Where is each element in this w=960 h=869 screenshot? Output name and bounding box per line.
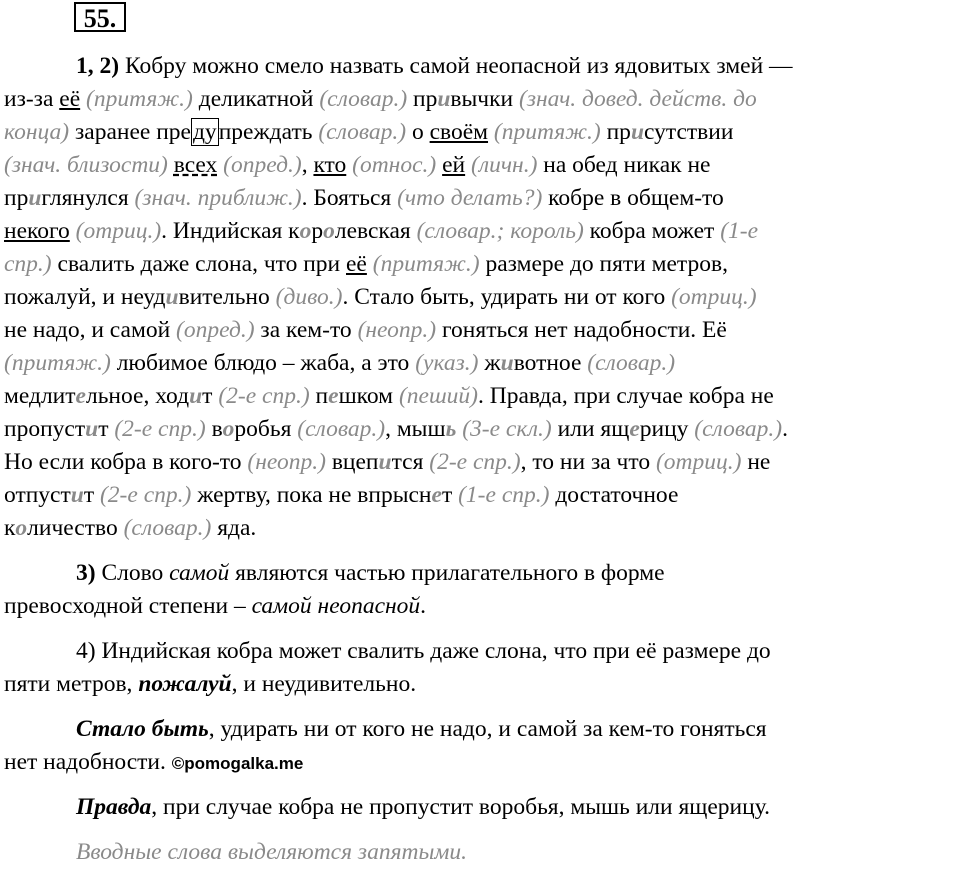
text-run: к [4,515,16,541]
text-run: вцеп [325,449,379,475]
highlighted-letter: и [189,383,203,409]
grammar-note: (отриц.) [671,284,757,310]
text-line [4,248,956,281]
text-line [4,182,956,215]
paragraph-pravda [4,791,956,824]
text-run: пр [4,185,29,211]
main-paragraph [4,50,956,545]
text-run: заранее пре [69,119,191,145]
footer-note: Вводные слова выделяются запятыми. [76,839,468,865]
text-line [4,479,956,512]
grammar-note: (притяж.) [372,251,480,277]
bold-italic-run: Правда [76,794,152,820]
text-run: . Индийская к [161,218,300,244]
highlighted-letter: е [328,383,339,409]
text-run: 4) Индийская кобра может свалить даже слона, что при её размере до [76,638,771,664]
text-run: на обед никак не [537,152,711,178]
text-run: не [741,449,771,475]
text-run: вительно [178,284,276,310]
text-run: . [420,593,427,619]
grammar-note: (неопр.) [247,449,326,475]
grammar-note: (словар.) [587,350,676,376]
bold-run: 3) [76,560,96,586]
text-run: пр [600,119,631,145]
text-run: р [311,218,324,244]
text-run: деликатной [192,86,320,112]
text-run: . [782,416,788,442]
text-run: кобре в общем-то [542,185,724,211]
text-line [4,413,956,446]
grammar-note: (словар.) [297,416,386,442]
watermark-text: ©pomogalka.me [171,754,304,773]
text-run: шком [338,383,399,409]
text-run: достаточное [549,482,679,508]
text-run: льное, ход [85,383,190,409]
text-run: , то ни за что [520,449,656,475]
text-line [4,380,956,413]
grammar-note: (притяж.) [493,119,601,145]
grammar-note: (1-е [720,218,759,244]
text-run: ж [478,350,501,376]
exercise-text [4,50,956,869]
text-run: за кем-то [254,317,358,343]
highlighted-letter: и [437,86,451,112]
text-run: жертву, пока не впрысн [191,482,432,508]
text-run: рицу [639,416,695,442]
grammar-note: (2-е спр.) [114,416,206,442]
text-run: пропуст [4,416,86,442]
text-line [4,512,956,545]
grammar-note: (знач. приближ.) [134,185,302,211]
text-run: т [98,416,115,442]
text-run: пожалуй, и неуд [4,284,166,310]
grammar-note: (указ.) [415,350,479,376]
grammar-note: спр.) [4,251,52,277]
grammar-note: (отриц.) [655,449,742,475]
highlighted-letter: и [378,449,392,475]
highlighted-letter: ь [445,416,457,442]
text-run: превосходной степени – [4,593,252,619]
text-line [4,347,956,380]
italic-run: самой неопасной [251,593,421,619]
highlighted-letter: о [323,218,335,244]
text-run: тся [391,449,430,475]
text-run: Слово [95,560,170,586]
text-run: свалить даже слона, что при [51,251,346,277]
grammar-note: (личн.) [471,152,538,178]
underlined-word: её [59,86,81,112]
grammar-note: (опред.) [223,152,302,178]
grammar-note: (притяж.) [86,86,193,112]
text-run: кобра может [583,218,721,244]
highlighted-letter: о [299,218,312,244]
text-run: в [205,416,223,442]
grammar-note: (словар.) [694,416,783,442]
grammar-note: (неопр.) [357,317,437,343]
text-run: гоняться нет надобности. Её [436,317,727,343]
grammar-note: (2-е спр.) [218,383,310,409]
italic-run: самой [169,560,230,586]
text-line [4,50,956,83]
text-run: , удирать ни от кого не надо, и самой за кем-то гоняться [208,716,767,742]
text-run: о [406,119,430,145]
underlined-word: некого [4,218,70,244]
grammar-note: (словар.) [319,86,408,112]
grammar-note: конца) [4,119,70,145]
text-run: пр [407,86,438,112]
text-line [4,446,956,479]
paragraph-stalo-byt [4,713,956,746]
text-run: сутствии [644,119,734,145]
text-run: , и неудивительно. [231,671,417,697]
text-run: , при случае кобра не пропустит воробья, мышь или ящерицу. [151,794,770,820]
grammar-note: (3-е скл.) [462,416,552,442]
answer-4 [4,635,956,668]
text-run: преждать [218,119,319,145]
underlined-word: её [346,251,367,277]
text-run: нет надобности. [4,749,172,775]
underlined-word: ей [442,152,466,178]
text-line [4,83,956,116]
highlighted-letter: е [629,416,640,442]
text-run: размере до пяти метров, [479,251,728,277]
grammar-note: (знач. близости) [4,152,168,178]
text-run: т [202,383,219,409]
bold-run: 1, 2) [76,53,120,79]
text-run: яда. [211,515,257,541]
highlighted-letter: е [431,482,442,508]
highlighted-letter: е [75,383,86,409]
bold-italic-run: Стало быть [76,716,209,742]
text-run: т [83,482,100,508]
text-run: . Правда, при случае кобра не [478,383,774,409]
text-line [4,149,956,182]
text-run: Но если кобра в кого-то [4,449,248,475]
highlighted-letter: и [28,185,42,211]
grammar-note: (2-е спр.) [429,449,521,475]
grammar-note: (что делать?) [397,185,543,211]
grammar-note: (диво.) [275,284,343,310]
text-run: медлит [4,383,76,409]
dashed-underlined-word: всех [173,152,218,178]
paragraph-stalo-byt-cont [4,746,956,779]
highlighted-letter: и [165,284,179,310]
grammar-note: (словар.; король) [416,218,584,244]
text-run: т [441,482,459,508]
text-run: или ящ [551,416,630,442]
text-run: Кобру можно смело назвать самой неопасной из ядовитых змей — [119,53,793,79]
text-run: из-за [4,86,60,112]
text-run: вотное [513,350,588,376]
highlighted-letter: о [222,416,235,442]
exercise-number: 55. [74,2,126,32]
underlined-word: кто [313,152,347,178]
grammar-note: (притяж.) [4,350,111,376]
text-run: являются частью прилагательного в форме [229,560,665,586]
boxed-morpheme: ду [192,119,217,145]
grammar-note: (пеший) [398,383,479,409]
text-run: отпуст [4,482,71,508]
text-line [4,116,956,149]
highlighted-letter: и [500,350,514,376]
answer-4-cont [4,668,956,701]
grammar-note: (словар.) [123,515,212,541]
text-run: . Стало быть, удирать ни от кого [342,284,672,310]
highlighted-letter: и [630,119,645,145]
text-run: не надо, и самой [4,317,177,343]
text-run: . Бояться [301,185,398,211]
text-run: любимое блюдо – жаба, а это [110,350,416,376]
grammar-note: (1-е спр.) [458,482,550,508]
text-run: , мыш [385,416,446,442]
grammar-note: (отриц.) [75,218,162,244]
answer-3-cont [4,590,956,623]
text-line [4,281,956,314]
text-run: , [301,152,314,178]
grammar-note: (относ.) [352,152,437,178]
text-run: робья [234,416,298,442]
text-run: левская [334,218,417,244]
underlined-word: своём [429,119,489,145]
text-run: вычки [450,86,519,112]
grammar-note: (опред.) [176,317,255,343]
text-line [4,215,956,248]
grammar-note: (2-е спр.) [99,482,192,508]
grammar-note: (словар.) [318,119,407,145]
text-line [4,314,956,347]
grammar-note: (знач. довед. действ. до [519,86,757,112]
text-run: глянулся [41,185,135,211]
text-run: личество [27,515,124,541]
text-run: пяти метров, [4,671,139,697]
highlighted-letter: и [85,416,99,442]
bold-italic-run: пожалуй [138,671,232,697]
text-run: п [309,383,329,409]
highlighted-letter: о [15,515,28,541]
highlighted-letter: и [70,482,84,508]
answer-3 [4,557,956,590]
